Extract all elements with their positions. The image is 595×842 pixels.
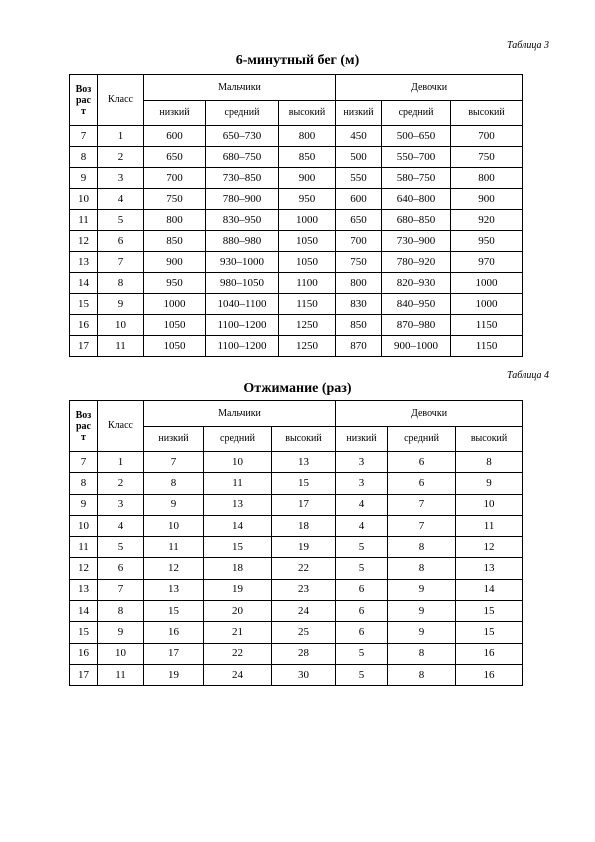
table-cell: 17 [144, 643, 204, 664]
table-cell: 16 [70, 315, 98, 336]
table-cell: 6 [388, 473, 456, 494]
table-cell: 870 [336, 336, 382, 357]
table-cell: 6 [336, 579, 388, 600]
table-cell: 10 [456, 494, 523, 515]
table-cell: 12 [70, 231, 98, 252]
table-cell: 20 [204, 601, 272, 622]
table-cell: 14 [456, 579, 523, 600]
table-cell: 750 [451, 147, 523, 168]
table-cell: 4 [336, 494, 388, 515]
table-row [70, 601, 523, 622]
table-cell: 1150 [279, 294, 336, 315]
table-cell: 2 [98, 473, 144, 494]
table-cell: 22 [204, 643, 272, 664]
table-cell: 4 [98, 515, 144, 536]
table-cell: 500 [336, 147, 382, 168]
table-row [70, 494, 523, 515]
table-cell: 1150 [451, 315, 523, 336]
level-header: средний [388, 427, 456, 452]
table-cell: 920 [451, 210, 523, 231]
table-cell: 550 [336, 168, 382, 189]
table-cell: 13 [144, 579, 204, 600]
table-row [70, 210, 523, 231]
table-cell: 7 [98, 579, 144, 600]
table-cell: 840–950 [382, 294, 451, 315]
table-cell: 11 [70, 537, 98, 558]
table-cell: 950 [144, 273, 206, 294]
table-cell: 9 [456, 473, 523, 494]
table-cell: 950 [451, 231, 523, 252]
table-cell: 600 [144, 126, 206, 147]
table-cell: 1100 [279, 273, 336, 294]
table-cell: 13 [456, 558, 523, 579]
table-4 [69, 400, 523, 686]
table-cell: 19 [204, 579, 272, 600]
table-cell: 1050 [279, 231, 336, 252]
table-3 [69, 74, 523, 357]
table-cell: 1 [98, 126, 144, 147]
table-cell: 6 [336, 601, 388, 622]
table-cell: 13 [272, 452, 336, 473]
level-header: высокий [279, 101, 336, 126]
table-cell: 730–900 [382, 231, 451, 252]
table-cell: 10 [98, 643, 144, 664]
table-cell: 10 [70, 189, 98, 210]
table-cell: 13 [204, 494, 272, 515]
level-header: низкий [144, 101, 206, 126]
table-cell: 21 [204, 622, 272, 643]
table-cell: 750 [336, 252, 382, 273]
table-cell: 800 [144, 210, 206, 231]
table-cell: 19 [144, 664, 204, 685]
table-row [70, 168, 523, 189]
girls-header: Девочки [336, 75, 523, 101]
table-cell: 1000 [451, 273, 523, 294]
table-cell: 15 [272, 473, 336, 494]
table-cell: 25 [272, 622, 336, 643]
table-cell: 11 [456, 515, 523, 536]
boys-header: Мальчики [144, 401, 336, 427]
table-cell: 6 [98, 231, 144, 252]
table-cell: 780–920 [382, 252, 451, 273]
age-header: Воз рас т [70, 75, 98, 126]
table-cell: 6 [388, 452, 456, 473]
table-cell: 14 [204, 515, 272, 536]
table-3-body [70, 126, 523, 357]
table-cell: 1250 [279, 336, 336, 357]
table-cell: 970 [451, 252, 523, 273]
table-cell: 700 [451, 126, 523, 147]
table-row [70, 147, 523, 168]
table-cell: 850 [279, 147, 336, 168]
grade-header: Класс [98, 401, 144, 452]
table-cell: 19 [272, 537, 336, 558]
table-cell: 1040–1100 [206, 294, 279, 315]
table-cell: 7 [70, 126, 98, 147]
table-cell: 9 [144, 494, 204, 515]
table-cell: 12 [70, 558, 98, 579]
table-row [70, 622, 523, 643]
table-row [70, 336, 523, 357]
table-cell: 15 [70, 622, 98, 643]
level-header: низкий [336, 101, 382, 126]
table-cell: 680–750 [206, 147, 279, 168]
level-header: средний [382, 101, 451, 126]
table-3-caption: Таблица 3 [507, 40, 549, 51]
table-cell: 16 [144, 622, 204, 643]
table-row [70, 189, 523, 210]
table-cell: 17 [70, 336, 98, 357]
table-row [70, 558, 523, 579]
table-cell: 12 [144, 558, 204, 579]
table-cell: 950 [279, 189, 336, 210]
table-cell: 7 [144, 452, 204, 473]
table-cell: 880–980 [206, 231, 279, 252]
table-cell: 900–1000 [382, 336, 451, 357]
table-cell: 900 [279, 168, 336, 189]
table-cell: 580–750 [382, 168, 451, 189]
table-cell: 14 [70, 273, 98, 294]
table-cell: 550–700 [382, 147, 451, 168]
table-cell: 2 [98, 147, 144, 168]
table-cell: 3 [336, 452, 388, 473]
table-row [70, 473, 523, 494]
table-cell: 15 [456, 601, 523, 622]
table-cell: 6 [98, 558, 144, 579]
table-cell: 11 [98, 664, 144, 685]
level-header: средний [206, 101, 279, 126]
table-cell: 7 [388, 515, 456, 536]
table-cell: 24 [204, 664, 272, 685]
table-cell: 650–730 [206, 126, 279, 147]
table-cell: 930–1000 [206, 252, 279, 273]
table-cell: 15 [144, 601, 204, 622]
level-header: высокий [272, 427, 336, 452]
table-cell: 10 [98, 315, 144, 336]
table-3-title: 6-минутный бег (м) [235, 53, 360, 68]
table-cell: 600 [336, 189, 382, 210]
table-cell: 830 [336, 294, 382, 315]
table-cell: 28 [272, 643, 336, 664]
table-cell: 13 [70, 579, 98, 600]
age-header: Воз рас т [70, 401, 98, 452]
table-cell: 780–900 [206, 189, 279, 210]
table-cell: 16 [456, 664, 523, 685]
table-row [70, 579, 523, 600]
table-row [70, 252, 523, 273]
table-cell: 3 [336, 473, 388, 494]
boys-header: Мальчики [144, 75, 336, 101]
table-cell: 1000 [451, 294, 523, 315]
table-cell: 8 [144, 473, 204, 494]
table-cell: 18 [204, 558, 272, 579]
table-cell: 16 [456, 643, 523, 664]
table-cell: 800 [279, 126, 336, 147]
table-cell: 5 [98, 210, 144, 231]
table-cell: 11 [98, 336, 144, 357]
table-cell: 12 [456, 537, 523, 558]
table-cell: 14 [70, 601, 98, 622]
table-4-body [70, 452, 523, 686]
table-cell: 900 [144, 252, 206, 273]
table-cell: 4 [98, 189, 144, 210]
table-cell: 980–1050 [206, 273, 279, 294]
table-cell: 730–850 [206, 168, 279, 189]
table-cell: 30 [272, 664, 336, 685]
grade-header: Класс [98, 75, 144, 126]
table-cell: 10 [70, 515, 98, 536]
table-cell: 11 [70, 210, 98, 231]
table-cell: 8 [98, 273, 144, 294]
table-cell: 18 [272, 515, 336, 536]
table-cell: 5 [336, 537, 388, 558]
table-cell: 830–950 [206, 210, 279, 231]
table-row [70, 315, 523, 336]
level-header: низкий [144, 427, 204, 452]
table-4-caption: Таблица 4 [507, 370, 549, 381]
table-cell: 7 [388, 494, 456, 515]
table-cell: 5 [336, 558, 388, 579]
table-cell: 13 [70, 252, 98, 273]
table-cell: 1 [98, 452, 144, 473]
table-row [70, 515, 523, 536]
table-cell: 8 [70, 473, 98, 494]
table-cell: 15 [70, 294, 98, 315]
table-row [70, 294, 523, 315]
girls-header: Девочки [336, 401, 523, 427]
table-cell: 9 [388, 622, 456, 643]
table-cell: 820–930 [382, 273, 451, 294]
table-cell: 800 [451, 168, 523, 189]
table-cell: 9 [70, 168, 98, 189]
table-cell: 8 [388, 558, 456, 579]
table-cell: 22 [272, 558, 336, 579]
table-cell: 650 [336, 210, 382, 231]
table-cell: 9 [388, 601, 456, 622]
table-cell: 680–850 [382, 210, 451, 231]
table-cell: 9 [98, 622, 144, 643]
table-cell: 16 [70, 643, 98, 664]
table-cell: 8 [98, 601, 144, 622]
table-cell: 1000 [279, 210, 336, 231]
table-cell: 1150 [451, 336, 523, 357]
table-cell: 850 [336, 315, 382, 336]
table-cell: 9 [388, 579, 456, 600]
table-cell: 9 [70, 494, 98, 515]
table-cell: 3 [98, 494, 144, 515]
table-cell: 9 [98, 294, 144, 315]
table-cell: 5 [98, 537, 144, 558]
table-cell: 1100–1200 [206, 315, 279, 336]
table-cell: 7 [98, 252, 144, 273]
table-cell: 8 [388, 537, 456, 558]
table-cell: 640–800 [382, 189, 451, 210]
table-cell: 1250 [279, 315, 336, 336]
table-cell: 11 [144, 537, 204, 558]
table-cell: 800 [336, 273, 382, 294]
table-cell: 7 [70, 452, 98, 473]
table-cell: 8 [388, 643, 456, 664]
table-cell: 8 [70, 147, 98, 168]
table-row [70, 537, 523, 558]
table-cell: 24 [272, 601, 336, 622]
table-cell: 700 [336, 231, 382, 252]
table-cell: 750 [144, 189, 206, 210]
table-cell: 5 [336, 643, 388, 664]
table-cell: 6 [336, 622, 388, 643]
table-cell: 500–650 [382, 126, 451, 147]
level-header: высокий [456, 427, 523, 452]
table-row [70, 231, 523, 252]
level-header: высокий [451, 101, 523, 126]
table-cell: 700 [144, 168, 206, 189]
table-cell: 4 [336, 515, 388, 536]
level-header: средний [204, 427, 272, 452]
level-header: низкий [336, 427, 388, 452]
table-row [70, 126, 523, 147]
table-cell: 10 [204, 452, 272, 473]
table-cell: 900 [451, 189, 523, 210]
table-row [70, 664, 523, 685]
table-cell: 5 [336, 664, 388, 685]
table-cell: 870–980 [382, 315, 451, 336]
table-cell: 15 [204, 537, 272, 558]
table-cell: 3 [98, 168, 144, 189]
table-cell: 17 [272, 494, 336, 515]
table-cell: 1000 [144, 294, 206, 315]
table-cell: 650 [144, 147, 206, 168]
table-cell: 1050 [144, 315, 206, 336]
table-cell: 8 [388, 664, 456, 685]
table-cell: 8 [456, 452, 523, 473]
table-row [70, 643, 523, 664]
table-cell: 1050 [279, 252, 336, 273]
table-cell: 23 [272, 579, 336, 600]
table-cell: 10 [144, 515, 204, 536]
table-cell: 1050 [144, 336, 206, 357]
table-cell: 850 [144, 231, 206, 252]
table-row [70, 273, 523, 294]
table-cell: 15 [456, 622, 523, 643]
table-4-title: Отжимание (раз) [243, 381, 352, 396]
table-cell: 1100–1200 [206, 336, 279, 357]
table-cell: 450 [336, 126, 382, 147]
table-cell: 17 [70, 664, 98, 685]
table-cell: 11 [204, 473, 272, 494]
table-row [70, 452, 523, 473]
